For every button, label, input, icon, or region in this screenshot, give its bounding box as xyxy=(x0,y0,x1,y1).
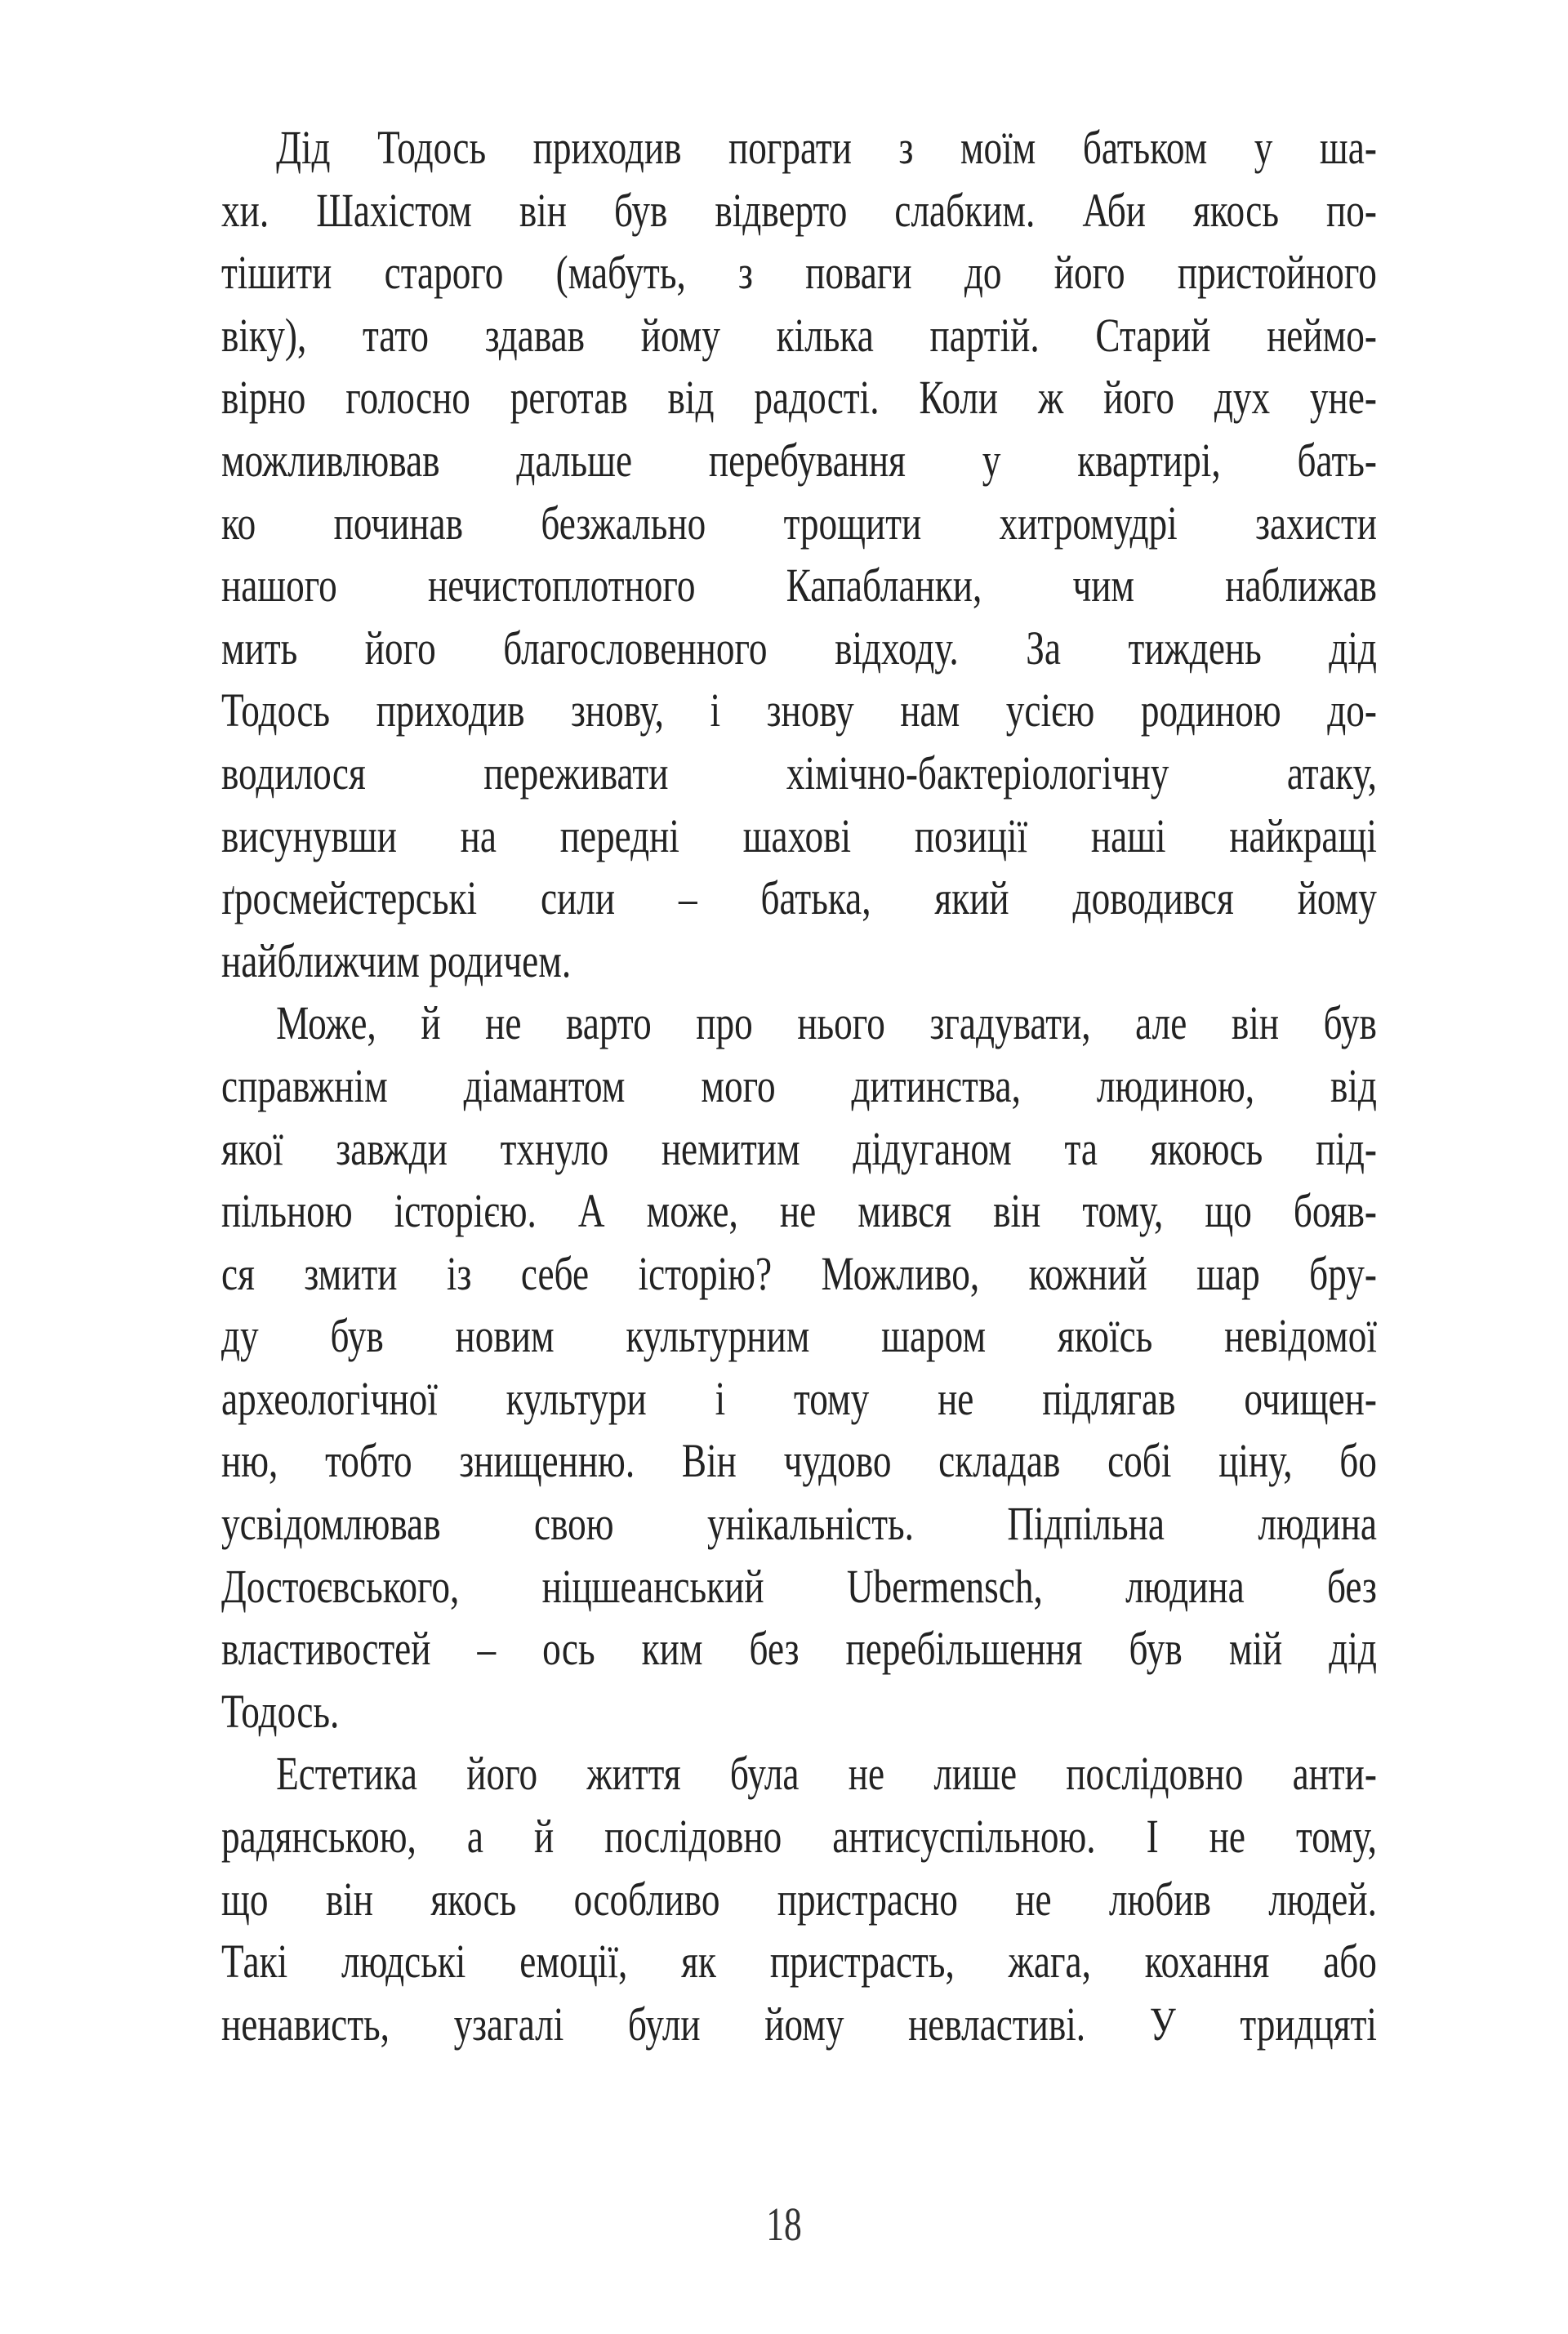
text-line: хи. Шахістом він був відверто слабким. Аби якось по- xyxy=(221,183,1377,237)
text-line: властивостей – ось ким без перебільшення був мій дід xyxy=(221,1622,1377,1676)
text-line: нашого нечистоплотного Капабланки, чим наближав xyxy=(221,559,1377,612)
text-line: Може, й не варто про нього згадувати, але він був xyxy=(276,996,1377,1050)
text-line: Достоєвського, ніцшеанський Ubermensch, людина без xyxy=(221,1559,1377,1613)
text-line: Дід Тодось приходив пограти з моїм батьком у ша- xyxy=(276,121,1377,174)
text-line: ко починав безжально трощити хитромудрі захисти xyxy=(221,496,1377,550)
page-body-text xyxy=(221,117,1377,2056)
page-number: 18 xyxy=(766,2198,802,2251)
text-line: Такі людські емоції, як пристрасть, жага, кохання або xyxy=(221,1935,1377,1989)
text-line: усвідомлював свою унікальність. Підпільна людина xyxy=(221,1497,1377,1551)
paragraph xyxy=(221,117,1377,992)
text-line: справжнім діамантом мого дитинства, людиною, від xyxy=(221,1058,1377,1112)
text-line: Естетика його життя була не лише послідовно анти- xyxy=(276,1747,1377,1801)
text-line: Тодось приходив знову, і знову нам усією родиною до- xyxy=(221,684,1377,737)
text-line: висунувши на передні шахові позиції наші найкращі xyxy=(221,808,1377,862)
paragraph xyxy=(221,1743,1377,2056)
text-line: Тодось. xyxy=(221,1684,340,1738)
text-line: віку), тато здавав йому кілька партій. Старий неймо- xyxy=(221,308,1377,362)
text-line: що він якось особливо пристрасно не любив людей. xyxy=(221,1872,1377,1926)
text-line: мить його благословенного відходу. За тиждень дід xyxy=(221,621,1377,675)
text-line: можливлював дальше перебування у квартирі, бать- xyxy=(221,433,1377,487)
text-line: вірно голосно реготав від радості. Коли ж його дух уне- xyxy=(221,371,1377,425)
text-line: радянською, а й послідовно антисуспільною. І не тому, xyxy=(221,1810,1377,1864)
text-line: ґросмейстерські сили – батька, який доводився йому xyxy=(221,871,1377,925)
text-line: пільною історією. А може, не мився він тому, що бояв- xyxy=(221,1184,1377,1238)
text-line: ду був новим культурним шаром якоїсь невідомої xyxy=(221,1309,1377,1363)
text-line: ся змити із себе історію? Можливо, кожний шар бру- xyxy=(221,1246,1377,1300)
text-line: ненависть, узагалі були йому невластиві. У тридцяті xyxy=(221,1997,1377,2051)
text-line: водилося переживати хімічно-бактеріологічну атаку, xyxy=(221,746,1377,800)
paragraph xyxy=(221,992,1377,1743)
text-line: тішити старого (мабуть, з поваги до його пристойного xyxy=(221,246,1377,300)
text-line: археологічної культури і тому не підлягав очищен- xyxy=(221,1371,1377,1425)
text-line: якої завжди тхнуло немитим дідуганом та якоюсь під- xyxy=(221,1121,1377,1175)
text-line: найближчим родичем. xyxy=(221,933,572,987)
text-line: ню, тобто знищенню. Він чудово складав собі ціну, бо xyxy=(221,1434,1377,1488)
